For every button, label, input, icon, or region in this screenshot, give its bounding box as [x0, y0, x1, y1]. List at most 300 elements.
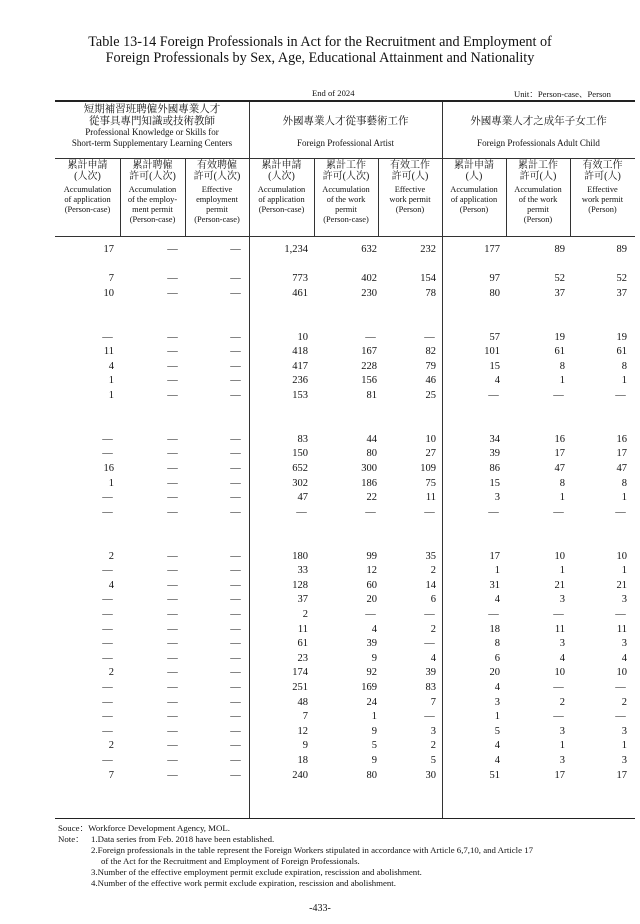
table-cell: — — [167, 740, 178, 752]
group-divider — [55, 158, 635, 159]
table-cell: 34 — [489, 433, 500, 445]
table-cell: — — [167, 287, 178, 299]
table-cell: 10 — [103, 287, 114, 299]
table-cell: 19 — [616, 331, 627, 343]
column-header-zh: 累計申請 (人次) — [261, 160, 302, 182]
table-cell: 20 — [489, 667, 500, 679]
table-cell: — — [424, 331, 435, 343]
table-cell: 186 — [361, 477, 377, 489]
table-cell: 17 — [554, 448, 565, 460]
table-cell: — — [102, 623, 113, 635]
table-cell: 14 — [425, 579, 436, 591]
table-cell: — — [102, 609, 113, 620]
column-header — [442, 160, 506, 236]
table-cell: — — [102, 652, 113, 664]
table-cell: 17 — [616, 769, 627, 781]
table-cell: — — [167, 725, 178, 737]
table-cell: 16 — [103, 463, 114, 474]
table-row — [55, 653, 635, 665]
table-cell: 2 — [621, 696, 627, 708]
table-cell: 1 — [494, 565, 500, 577]
table-cell: — — [167, 550, 178, 562]
table-cell: 1 — [559, 565, 565, 577]
table-cell: — — [615, 682, 626, 693]
table-cell: 2 — [302, 609, 308, 620]
table-cell: 5 — [494, 725, 500, 737]
table-cell: 2 — [108, 740, 114, 752]
table-cell: 153 — [292, 390, 308, 401]
table-cell: — — [615, 390, 626, 401]
table-cell: — — [230, 375, 241, 387]
table-cell: 37 — [297, 594, 308, 606]
table-cell: — — [167, 565, 178, 577]
table-cell: 19 — [554, 331, 565, 343]
table-cell: 33 — [297, 565, 308, 577]
column-header-zh: 有效聘僱 許可(人次) — [193, 160, 241, 182]
table-cell: 52 — [616, 273, 627, 285]
table-cell: 27 — [425, 448, 436, 460]
table-row — [55, 638, 635, 650]
table-cell: 1 — [621, 375, 627, 387]
table-cell: 418 — [292, 346, 308, 358]
table-cell: 230 — [361, 287, 377, 299]
column-header-en: Effective employment permit (Person-case) — [194, 185, 240, 224]
table-cell: 89 — [616, 244, 627, 255]
table-cell: 632 — [361, 244, 377, 255]
table-cell: 37 — [554, 287, 565, 299]
table-cell: 48 — [297, 696, 308, 708]
source-note: Souce：Workforce Development Agency, MOL. — [58, 823, 230, 833]
group-header-adult-child — [442, 104, 635, 158]
table-cell: — — [553, 682, 564, 693]
column-header-zh: 有效工作 許可(人) — [582, 160, 623, 182]
group-header-en: Foreign Professional Artist — [297, 137, 394, 148]
table-cell: — — [553, 506, 564, 518]
table-row — [55, 624, 635, 636]
column-header — [506, 160, 570, 236]
table-cell: 240 — [292, 769, 308, 781]
table-cell: 4 — [494, 740, 500, 752]
table-cell: — — [167, 579, 178, 591]
table-cell: 37 — [616, 287, 627, 299]
table-cell: 2 — [430, 623, 436, 635]
table-cell: 11 — [425, 492, 436, 504]
table-cell: — — [365, 331, 376, 343]
table-cell: 83 — [425, 682, 436, 693]
table-cell: 7 — [108, 273, 114, 285]
table-row — [55, 507, 635, 519]
table-cell: 1 — [559, 375, 565, 387]
table-cell: 10 — [297, 331, 308, 343]
table-cell: 5 — [371, 740, 377, 752]
table-cell: — — [230, 623, 241, 635]
table-cell: 11 — [297, 623, 308, 635]
group-header-en: Foreign Professionals Adult Child — [477, 137, 600, 148]
table-cell: 402 — [361, 273, 377, 285]
column-header-zh: 累計申請 (人次) — [67, 160, 108, 182]
table-cell: — — [424, 506, 435, 518]
table-cell: — — [424, 638, 435, 650]
title-line-2: Foreign Professionals by Sex, Age, Educational Attainment and Nationality — [105, 50, 535, 66]
page-number: -433- — [309, 903, 331, 914]
table-cell: — — [102, 565, 113, 577]
table-cell: — — [167, 346, 178, 358]
table-row — [55, 755, 635, 767]
table-cell: 1 — [621, 565, 627, 577]
table-row — [55, 346, 635, 358]
table-cell: 39 — [425, 667, 436, 679]
table-cell: — — [230, 609, 241, 620]
table-cell: 180 — [292, 550, 308, 562]
table-cell: — — [230, 506, 241, 518]
table-cell: — — [230, 667, 241, 679]
table-cell: 86 — [489, 463, 500, 474]
table-row — [55, 565, 635, 577]
table-cell: 169 — [361, 682, 377, 693]
table-cell: — — [230, 360, 241, 372]
table-cell: 10 — [425, 433, 436, 445]
table-cell: 1 — [621, 492, 627, 504]
table-cell: 3 — [559, 755, 565, 766]
header-bottom-rule — [55, 236, 635, 237]
table-cell: 109 — [420, 463, 436, 474]
column-header — [120, 160, 185, 236]
table-cell: 47 — [554, 463, 565, 474]
table-row — [55, 375, 635, 387]
table-cell: 461 — [292, 287, 308, 299]
column-header-en: Effective work permit (Person) — [581, 185, 624, 214]
column-header-en: Accumulation of the employ- ment permit (Person-case) — [127, 185, 178, 224]
table-cell: 4 — [494, 594, 500, 606]
table-cell: 3 — [494, 696, 500, 708]
table-cell: 23 — [297, 652, 308, 664]
table-cell: — — [102, 594, 113, 606]
table-cell: 11 — [554, 623, 565, 635]
table-cell: — — [230, 331, 241, 343]
table-cell: 4 — [108, 579, 114, 591]
table-cell: 1 — [108, 390, 114, 401]
note-label: Note： — [58, 834, 84, 844]
table-row — [55, 492, 635, 504]
table-cell: — — [615, 506, 626, 518]
group-header-zh: 短期補習班聘僱外國專業人才 從事具專門知識或技術教師 — [83, 104, 221, 127]
table-cell: — — [102, 492, 113, 504]
table-cell: — — [167, 711, 178, 723]
table-cell: 177 — [484, 244, 500, 255]
table-cell: — — [230, 565, 241, 577]
table-cell: — — [102, 725, 113, 737]
table-cell: 228 — [361, 360, 377, 372]
table-cell: — — [167, 609, 178, 620]
table-row — [55, 711, 635, 723]
column-header-en: Accumulation of the work permit (Person) — [514, 185, 562, 224]
table-cell: — — [230, 682, 241, 693]
group-header-en: Professional Knowledge or Skills for Short-term Supplementary Learning Centers — [71, 127, 233, 148]
group-header-zh: 外國專業人才之成年子女工作 — [470, 116, 607, 127]
table-cell: 16 — [616, 433, 627, 445]
table-cell: 4 — [108, 360, 114, 372]
note-3: 3.Number of the effective employment permit exclude expiration, rescission and abolishment. — [91, 867, 422, 877]
table-cell: — — [365, 609, 376, 620]
table-cell: 10 — [616, 667, 627, 679]
table-cell: 9 — [302, 740, 308, 752]
table-cell: 11 — [616, 623, 627, 635]
table-cell: 80 — [366, 769, 377, 781]
table-cell: — — [230, 711, 241, 723]
column-header — [378, 160, 442, 236]
table-row — [55, 594, 635, 606]
table-cell: 25 — [425, 390, 436, 401]
table-cell: — — [230, 579, 241, 591]
table-cell: 3 — [621, 594, 627, 606]
table-cell: — — [167, 331, 178, 343]
table-row — [55, 740, 635, 752]
table-cell: — — [102, 711, 113, 723]
column-header-zh: 累計工作 許可(人次) — [322, 160, 370, 182]
table-cell: 3 — [621, 725, 627, 737]
table-cell: 30 — [425, 769, 436, 781]
table-cell: 75 — [425, 477, 436, 489]
table-cell: 1 — [494, 711, 500, 723]
table-cell: — — [230, 594, 241, 606]
note-1: 1.Data series from Feb. 2018 have been established. — [91, 834, 275, 844]
table-cell: 6 — [430, 594, 436, 606]
note-2-cont: of the Act for the Recruitment and Employment of Foreign Professionals. — [101, 856, 360, 866]
table-cell: 9 — [371, 652, 377, 664]
note-2: 2.Foreign professionals in the table represent the Foreign Workers stipulated in accordance with Article 6,7,10, and Article 17 — [91, 845, 534, 855]
table-cell: 1 — [559, 492, 565, 504]
table-cell: 24 — [366, 696, 377, 708]
table-cell: 92 — [366, 667, 377, 679]
table-cell: 8 — [559, 477, 565, 489]
column-header — [249, 160, 314, 236]
table-cell: — — [167, 390, 178, 401]
table-cell: 4 — [494, 375, 500, 387]
table-cell: 51 — [489, 769, 500, 781]
table-row — [55, 770, 635, 782]
table-cell: — — [102, 682, 113, 693]
table-cell: 39 — [366, 638, 377, 650]
table-cell: — — [102, 638, 113, 650]
table-cell: 101 — [484, 346, 500, 358]
table-cell: 60 — [366, 579, 377, 591]
table-row — [55, 244, 635, 256]
table-cell: 9 — [371, 755, 377, 766]
table-cell: 251 — [292, 682, 308, 693]
table-row — [55, 697, 635, 709]
table-cell: 6 — [494, 652, 500, 664]
table-cell: 39 — [489, 448, 500, 460]
table-row — [55, 478, 635, 490]
table-cell: — — [553, 711, 564, 723]
table-cell: — — [230, 433, 241, 445]
table-cell: 150 — [292, 448, 308, 460]
table-cell: — — [230, 492, 241, 504]
table-cell: 1 — [108, 477, 114, 489]
table-cell: — — [296, 506, 307, 518]
table-cell: 12 — [297, 725, 308, 737]
table-row — [55, 609, 635, 621]
table-cell: — — [230, 287, 241, 299]
table-cell: 417 — [292, 360, 308, 372]
table-cell: — — [167, 463, 178, 474]
table-cell: 83 — [297, 433, 308, 445]
table-cell: 1 — [371, 711, 377, 723]
table-row — [55, 682, 635, 694]
table-cell: 81 — [366, 390, 377, 401]
table-cell: — — [230, 550, 241, 562]
table-cell: 9 — [371, 725, 377, 737]
table-cell: 167 — [361, 346, 377, 358]
table-cell: 47 — [616, 463, 627, 474]
column-header — [314, 160, 378, 236]
table-cell: 5 — [430, 755, 436, 766]
table-cell: 232 — [420, 244, 436, 255]
table-cell: 61 — [554, 346, 565, 358]
table-cell: — — [167, 273, 178, 285]
column-header-zh: 累計聘僱 許可(人次) — [129, 160, 176, 182]
table-cell: 57 — [489, 331, 500, 343]
table-cell: — — [167, 594, 178, 606]
date-label: End of 2024 — [312, 88, 355, 98]
table-row — [55, 463, 635, 475]
table-cell: — — [167, 375, 178, 387]
table-cell: 3 — [621, 755, 627, 766]
group-header-short-term — [55, 104, 249, 158]
title-line-1: Table 13-14 Foreign Professionals in Act for the Recruitment and Employment of — [88, 34, 552, 50]
table-row — [55, 667, 635, 679]
table-cell: — — [167, 433, 178, 445]
table-cell: — — [167, 623, 178, 635]
table-cell: — — [230, 448, 241, 460]
table-cell: 46 — [425, 375, 436, 387]
table-cell: 236 — [292, 375, 308, 387]
table-cell: 89 — [554, 244, 565, 255]
table-cell: 18 — [297, 755, 308, 766]
table-row — [55, 434, 635, 446]
group-header-zh: 外國專業人才從事藝術工作 — [282, 116, 409, 127]
table-cell: — — [553, 390, 564, 401]
table-cell: 15 — [489, 360, 500, 372]
table-cell: 17 — [616, 448, 627, 460]
table-cell: — — [167, 755, 178, 766]
column-header-en: Accumulation of application (Person) — [450, 185, 498, 214]
table-cell: — — [230, 390, 241, 401]
table-cell: — — [167, 769, 178, 781]
table-cell: — — [230, 725, 241, 737]
table-cell: — — [102, 331, 113, 343]
table-cell: 12 — [366, 565, 377, 577]
table-cell: 82 — [425, 346, 436, 358]
table-cell: 1,234 — [284, 244, 308, 255]
column-header-en: Accumulation of application (Person-case) — [257, 185, 306, 214]
table-cell: 47 — [297, 492, 308, 504]
table-cell: — — [230, 769, 241, 781]
column-header — [570, 160, 635, 236]
table-cell: 7 — [430, 696, 436, 708]
table-cell: 300 — [361, 463, 377, 474]
table-cell: — — [230, 696, 241, 708]
table-cell: 17 — [554, 769, 565, 781]
table-cell: — — [424, 609, 435, 620]
table-cell: — — [230, 755, 241, 766]
table-cell: — — [167, 506, 178, 518]
table-cell: 10 — [554, 550, 565, 562]
table-cell: 15 — [489, 477, 500, 489]
table-cell: — — [167, 477, 178, 489]
table-cell: 35 — [425, 550, 436, 562]
table-cell: — — [102, 506, 113, 518]
table-row — [55, 332, 635, 344]
table-cell: 17 — [103, 244, 114, 255]
table-cell: 18 — [489, 623, 500, 635]
table-cell: 22 — [366, 492, 377, 504]
table-cell: 4 — [494, 682, 500, 693]
table-cell: 773 — [292, 273, 308, 285]
table-cell: 1 — [621, 740, 627, 752]
table-cell: — — [553, 609, 564, 620]
table-cell: 2 — [430, 565, 436, 577]
table-cell: 4 — [371, 623, 377, 635]
table-cell: 31 — [489, 579, 500, 591]
column-header-zh: 累計申請 (人) — [454, 160, 494, 182]
table-row — [55, 361, 635, 373]
table-cell: 16 — [554, 433, 565, 445]
table-row — [55, 448, 635, 460]
table-cell: — — [230, 463, 241, 474]
table-cell: 80 — [489, 287, 500, 299]
table-cell: — — [102, 696, 113, 708]
table-cell: — — [102, 433, 113, 445]
table-cell: 3 — [559, 638, 565, 650]
table-cell: — — [488, 609, 499, 620]
table-cell: 2 — [108, 667, 114, 679]
table-cell: — — [102, 755, 113, 766]
table-cell: — — [230, 273, 241, 285]
table-cell: — — [488, 390, 499, 401]
table-cell: — — [230, 638, 241, 650]
table-cell: 21 — [616, 579, 627, 591]
column-header-zh: 有效工作 許可(人) — [390, 160, 430, 182]
table-cell: — — [230, 244, 241, 255]
table-cell: — — [167, 360, 178, 372]
table-cell: 61 — [297, 638, 308, 650]
table-cell: 2 — [430, 740, 436, 752]
table-cell: 99 — [366, 550, 377, 562]
table-row — [55, 580, 635, 592]
table-cell: 17 — [489, 550, 500, 562]
column-header-zh: 累計工作 許可(人) — [518, 160, 558, 182]
column-header — [185, 160, 249, 236]
table-cell: — — [167, 652, 178, 664]
table-cell: 4 — [559, 652, 565, 664]
table-title — [0, 34, 640, 66]
table-cell: 44 — [366, 433, 377, 445]
table-cell: 1 — [108, 375, 114, 387]
table-cell: 7 — [302, 711, 308, 723]
column-header-en: Accumulation of application (Person-case) — [63, 185, 112, 214]
table-cell: 652 — [292, 463, 308, 474]
table-cell: 174 — [292, 667, 308, 679]
table-cell: — — [167, 696, 178, 708]
table-cell: — — [167, 492, 178, 504]
table-cell: 78 — [425, 287, 436, 299]
table-cell: 154 — [420, 273, 436, 285]
table-cell: 10 — [616, 550, 627, 562]
table-cell: 61 — [616, 346, 627, 358]
table-cell: 4 — [430, 652, 436, 664]
bottom-rule — [55, 818, 635, 819]
